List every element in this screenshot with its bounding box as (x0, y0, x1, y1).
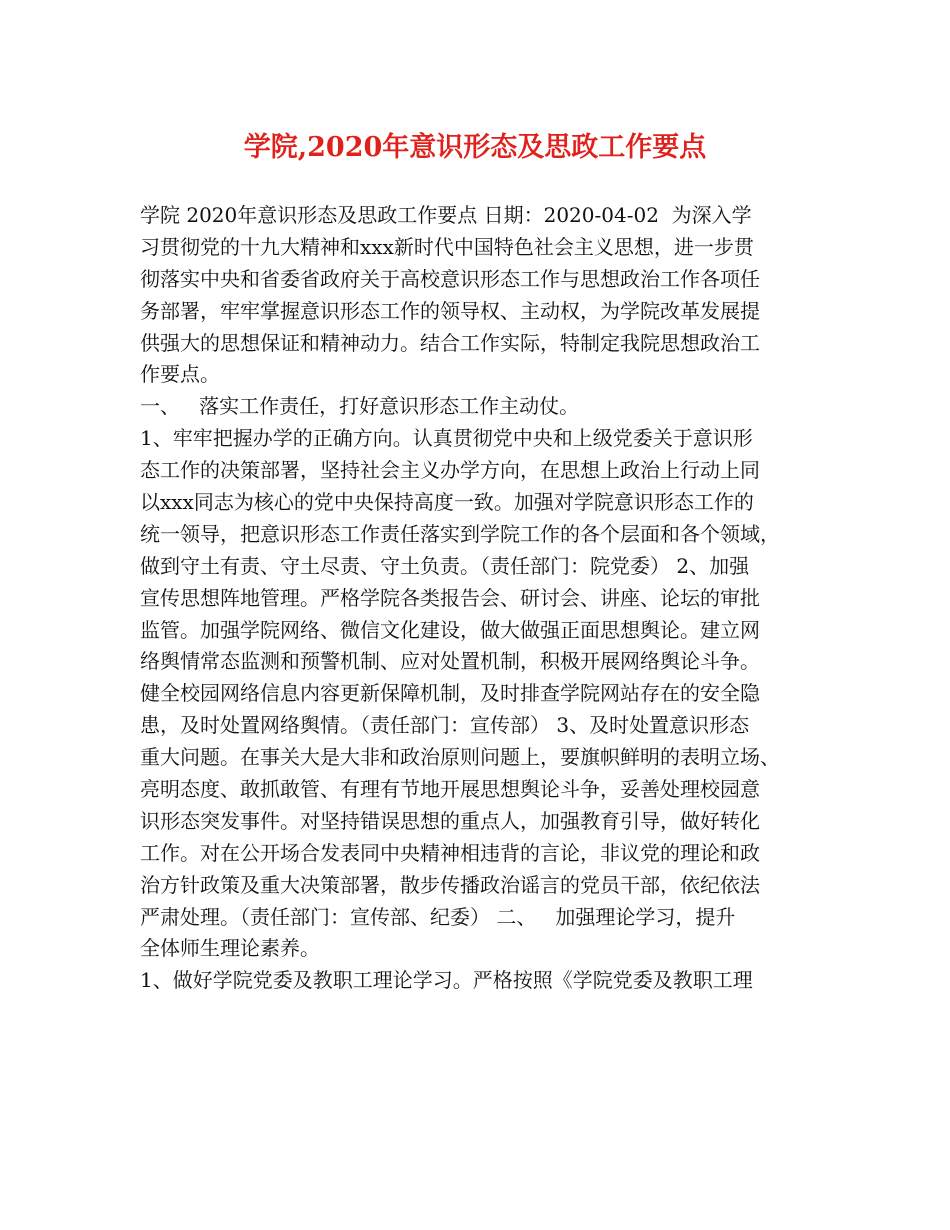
body-line: 患，及时处置网络舆情。（责任部门：宣传部） 3、及时处置意识形态 (140, 713, 750, 738)
document-body (140, 200, 820, 997)
body-line: 做到守土有责、守土尽责、守土负责。（责任部门：院党委） 2、加强 (140, 553, 750, 578)
body-line: 识形态突发事件。对坚持错误思想的重点人，加强教育引导，做好转化 (140, 808, 760, 833)
body-line: 宣传思想阵地管理。严格学院各类报告会、研讨会、讲座、论坛的审批 (140, 585, 760, 610)
body-line: 全体师生理论素养。 (140, 936, 320, 961)
body-line: 态工作的决策部署，坚持社会主义办学方向，在思想上政治上行动上同 (140, 458, 760, 483)
body-line: 严肃处理。（责任部门：宣传部、纪委） 二、 加强理论学习，提升 (140, 904, 736, 929)
body-line: 亮明态度、敢抓敢管、有理有节地开展思想舆论斗争，妥善处理校园意 (140, 777, 760, 802)
body-line: 络舆情常态监测和预警机制、应对处置机制，积极开展网络舆论斗争。 (140, 649, 760, 674)
body-line: 作要点。 (140, 362, 220, 387)
body-line: 健全校园网络信息内容更新保障机制，及时排查学院网站存在的安全隐 (140, 681, 760, 706)
body-line: 1、做好学院党委及教职工理论学习。严格按照《学院党委及教职工理 (140, 968, 753, 993)
body-line: 重大问题。在事关大是大非和政治原则问题上，要旗帜鲜明的表明立场、 (140, 745, 780, 770)
body-line: 以xxx同志为核心的党中央保持高度一致。加强对学院意识形态工作的 (140, 490, 754, 515)
body-line: 学院 2020年意识形态及思政工作要点 日期：2020-04-02 为深入学 (140, 203, 752, 227)
body-line: 工作。对在公开场合发表同中央精神相违背的言论，非议党的理论和政 (140, 840, 760, 865)
body-line: 治方针政策及重大决策部署，散步传播政治谣言的党员干部，依纪依法 (140, 872, 760, 897)
body-line: 彻落实中央和省委省政府关于高校意识形态工作与思想政治工作各项任 (140, 266, 760, 291)
body-line: 1、牢牢把握办学的正确方向。认真贯彻党中央和上级党委关于意识形 (140, 426, 753, 451)
body-line: 习贯彻党的十九大精神和xxx新时代中国特色社会主义思想，进一步贯 (140, 234, 754, 259)
section-heading-1: 一、 落实工作责任，打好意识形态工作主动仗。 (140, 394, 580, 419)
body-line: 供强大的思想保证和精神动力。结合工作实际，特制定我院思想政治工 (140, 330, 760, 355)
body-line: 监管。加强学院网络、微信文化建设，做大做强正面思想舆论。建立网 (140, 617, 760, 642)
document-title: 学院,2020年意识形态及思政工作要点 (243, 132, 707, 163)
body-line: 统一领导，把意识形态工作责任落实到学院工作的各个层面和各个领域， (140, 521, 780, 546)
body-line: 务部署，牢牢掌握意识形态工作的领导权、主动权，为学院改革发展提 (140, 298, 760, 323)
